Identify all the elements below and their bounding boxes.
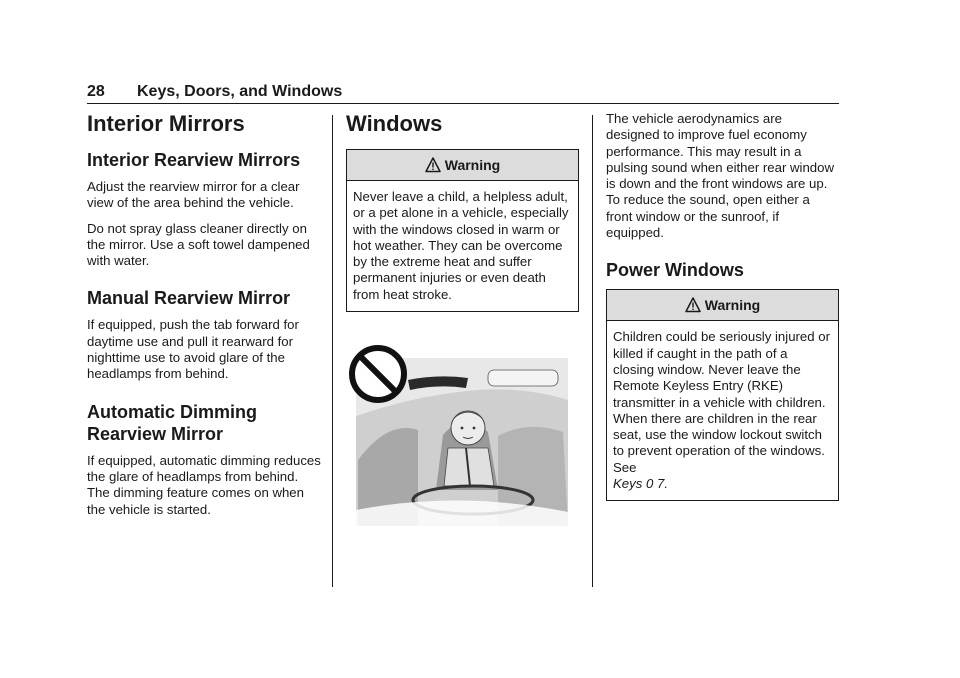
warning-label: Warning — [704, 297, 761, 314]
warning-box-windows — [346, 149, 579, 312]
warning-text-body: Children could be seriously injured or killed if caught in the path of a closing window. Never leave the Remote Keyless Entry (RKE) transmitter in a vehicle with children. When there are children in the rear seat, use the window lockout switch to prevent operation of the windows. See — [613, 329, 830, 475]
heading-power-windows: Power Windows — [606, 260, 744, 281]
keys-reference-page: 0 7. — [646, 476, 668, 492]
column-left — [87, 111, 323, 527]
heading-interior-mirrors: Interior Mirrors — [87, 111, 245, 136]
column-divider-2 — [592, 115, 593, 587]
column-right — [606, 111, 839, 501]
paragraph-aerodynamics: The vehicle aerodynamics are designed to improve fuel economy performance. This may result in a pulsing sound when either rear window is down and the front windows are up. To reduce the sound, open either a front window or the sunroof, if equipped. — [606, 111, 834, 241]
section-title: Keys, Doors, and Windows — [137, 83, 343, 100]
warning-box-power-windows — [606, 289, 839, 501]
warning-triangle-icon — [425, 157, 441, 173]
heading-manual-rearview-mirror: Manual Rearview Mirror — [87, 288, 291, 309]
header-rule — [87, 103, 839, 104]
heading-windows: Windows — [346, 111, 443, 136]
column-divider-1 — [332, 115, 333, 587]
paragraph-auto-dimming: If equipped, automatic dimming reduces the glare of headlamps from behind. The dimming feature comes on when the vehicle is started. — [87, 452, 321, 517]
warning-triangle-icon — [685, 297, 701, 313]
paragraph-adjust-mirror: Adjust the rearview mirror for a clear view of the area behind the vehicle. — [87, 179, 300, 211]
paragraph-glass-cleaner: Do not spray glass cleaner directly on the mirror. Use a soft towel dampened with water. — [87, 220, 310, 269]
column-middle — [346, 111, 579, 532]
page-header — [87, 83, 342, 101]
paragraph-manual-mirror: If equipped, push the tab forward for daytime use and pull it rearward for nighttime use to avoid glare of the headlamps from behind. — [87, 317, 299, 382]
warning-header — [347, 150, 578, 181]
heading-automatic-dimming — [87, 401, 323, 445]
heading-automatic-dimming-line2: Rearview Mirror — [87, 423, 224, 444]
warning-label: Warning — [444, 157, 501, 173]
child-in-car-illustration — [348, 340, 572, 528]
keys-reference-link[interactable]: Keys — [613, 476, 643, 492]
heading-automatic-dimming-line1: Automatic Dimming — [87, 401, 258, 422]
heading-interior-rearview-mirrors: Interior Rearview Mirrors — [87, 150, 301, 170]
warning-text: Never leave a child, a helpless adult, or a pet alone in a vehicle, especially with the windows closed in warm or hot weather. They can be overcome by the extreme heat and suffer permanent injuries or even death from heat stroke. — [353, 189, 569, 302]
page-number: 28 — [87, 83, 105, 100]
warning-header — [607, 290, 838, 321]
warning-text — [607, 321, 838, 500]
